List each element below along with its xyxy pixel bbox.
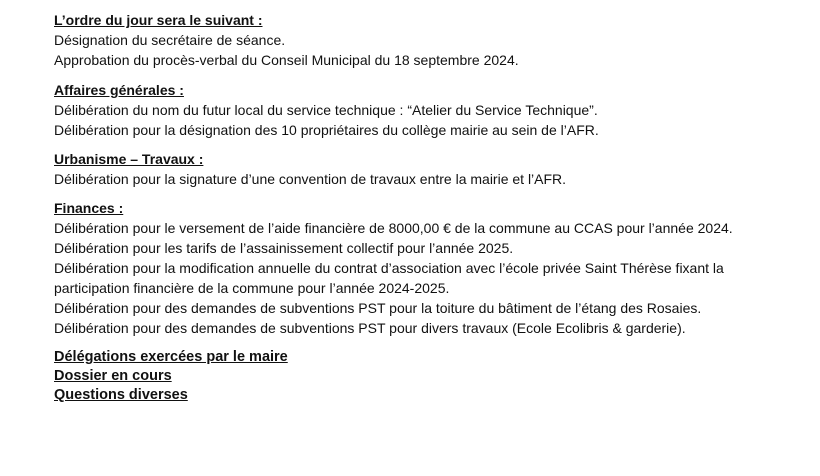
delegations-heading: Délégations exercées par le maire bbox=[54, 349, 288, 365]
finances-section bbox=[54, 198, 794, 338]
finances-heading: Finances : bbox=[54, 200, 124, 216]
agenda-item: Délibération pour des demandes de subventions PST pour divers travaux (Ecole Ecolibris & garderie). bbox=[54, 320, 686, 336]
agenda-item: Approbation du procès-verbal du Conseil Municipal du 18 septembre 2024. bbox=[54, 52, 519, 68]
agenda-item: Délibération pour la modification annuelle du contrat d’association avec l’école privée Saint Thérèse fixant la bbox=[54, 260, 724, 276]
agenda-item: Délibération pour la signature d’une convention de travaux entre la mairie et l’AFR. bbox=[54, 171, 567, 187]
agenda-item: Désignation du secrétaire de séance. bbox=[54, 32, 286, 48]
affaires-generales-heading: Affaires générales : bbox=[54, 82, 184, 98]
urbanisme-section bbox=[54, 149, 794, 189]
affaires-generales-section bbox=[54, 80, 794, 140]
agenda-document bbox=[54, 10, 794, 405]
dossier-en-cours-heading: Dossier en cours bbox=[54, 368, 172, 384]
urbanisme-heading: Urbanisme – Travaux : bbox=[54, 151, 204, 167]
closing-items-section bbox=[54, 348, 794, 405]
agenda-intro-section bbox=[54, 10, 794, 70]
agenda-item: Délibération pour le versement de l’aide financière de 8000,00 € de la commune au CCAS pour l’année 2024. bbox=[54, 220, 733, 236]
agenda-item: Délibération pour des demandes de subventions PST pour la toiture du bâtiment de l’étang des Rosaies. bbox=[54, 300, 702, 316]
agenda-item-continuation: participation financière de la commune pour l’année 2024-2025. bbox=[54, 280, 450, 296]
agenda-item: Délibération pour la désignation des 10 propriétaires du collège mairie au sein de l’AFR. bbox=[54, 122, 599, 138]
questions-diverses-heading: Questions diverses bbox=[54, 387, 188, 403]
agenda-item: Délibération du nom du futur local du service technique : “Atelier du Service Technique”. bbox=[54, 102, 598, 118]
agenda-intro-heading: L’ordre du jour sera le suivant : bbox=[54, 12, 263, 28]
agenda-item: Délibération pour les tarifs de l’assainissement collectif pour l’année 2025. bbox=[54, 240, 514, 256]
